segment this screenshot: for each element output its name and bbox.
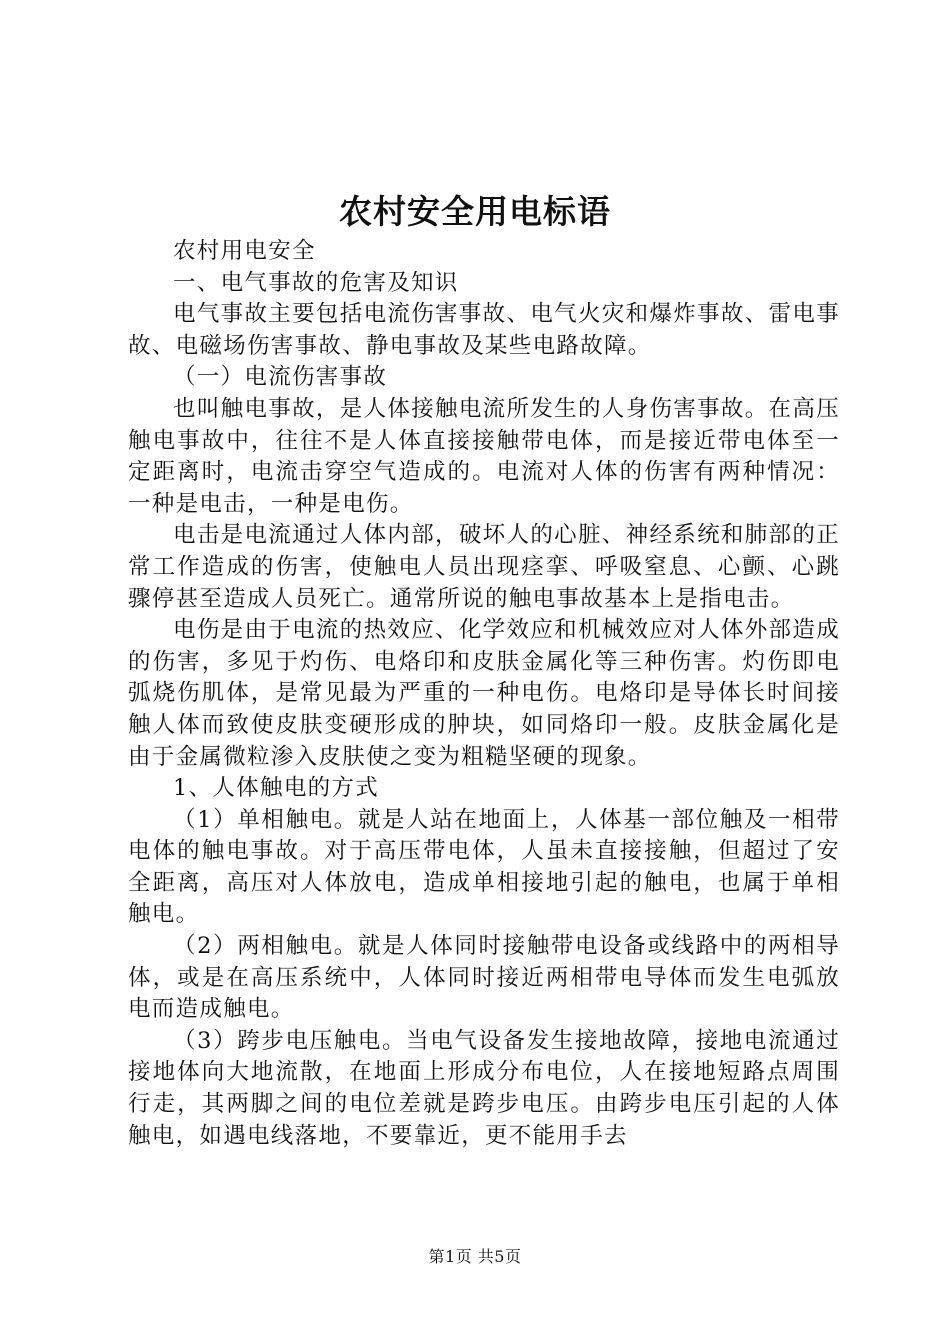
paragraph: 电击是电流通过人体内部，破坏人的心脏、神经系统和肺部的正常工作造成的伤害，使触电人员出现痉挛、呼吸窒息、心颤、心跳骤停甚至造成人员死亡。通常所说的触电事故基本上是指电击。 (128, 522, 840, 612)
page-footer: 第1页 共5页 (428, 1247, 522, 1266)
document-title: 农村安全用电标语 (339, 192, 611, 231)
paragraph: 电伤是由于电流的热效应、化学效应和机械效应对人体外部造成的伤害，多见于灼伤、电烙印和皮肤金属化等三种伤害。灼伤即电弧烧伤肌体，是常见最为严重的一种电伤。电烙印是导体长时间接触人体而致使皮肤变硬形成的肿块，如同烙印一般。皮肤金属化是由于金属微粒渗入皮肤使之变为粗糙坚硬的现象。 (128, 617, 840, 770)
paragraph: （1）单相触电。就是人站在地面上，人体基一部位触及一相带电体的触电事故。对于高压带电体，人虽未直接接触，但超过了安全距离，高压对人体放电，造成单相接地引起的触电，也属于单相触电。 (128, 806, 840, 928)
subsection-heading: （一）电流伤害事故 (173, 364, 388, 391)
subsection-heading: 1、人体触电的方式 (173, 775, 380, 802)
paragraph: （3）跨步电压触电。当电气设备发生接地故障，接地电流通过接地体向大地流散，在地面上形成分布电位，人在接地短路点周围行走，其两脚之间的电位差就是跨步电压。由跨步电压引起的人体触电，如遇电线落地，不要靠近，更不能用手去 (128, 1027, 840, 1149)
paragraph: （2）两相触电。就是人体同时接触带电设备或线路中的两相导体，或是在高压系统中，人体同时接近两相带电导体而发生电弧放电而造成触电。 (128, 933, 840, 1023)
section-heading: 一、电气事故的危害及知识 (173, 269, 459, 296)
paragraph: 电气事故主要包括电流伤害事故、电气火灾和爆炸事故、雷电事故、电磁场伤害事故、静电事故及某些电路故障。 (128, 301, 840, 359)
paragraph: 也叫触电事故，是人体接触电流所发生的人身伤害事故。在高压触电事故中，往往不是人体直接接触带电体，而是接近带电体至一定距离时，电流击穿空气造成的。电流对人体的伤害有两种情况：一种是电击，一种是电伤。 (128, 395, 840, 517)
document-body (128, 236, 840, 1152)
section-heading: 农村用电安全 (173, 238, 316, 264)
